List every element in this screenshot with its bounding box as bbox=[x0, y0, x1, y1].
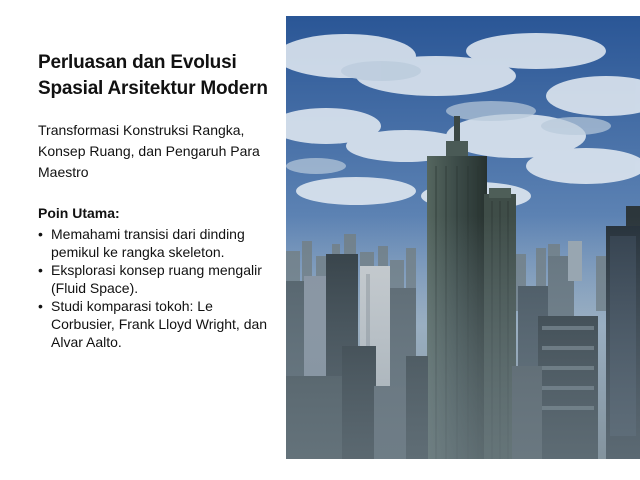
slide-subtitle: Transformasi Konstruksi Rangka, Konsep Ruang, dan Pengaruh Para Maestro bbox=[38, 122, 260, 180]
skyline-illustration bbox=[286, 16, 640, 459]
text-panel bbox=[38, 50, 278, 351]
point-item: • Studi komparasi tokoh: Le Corbusier, Frank Lloyd Wright, dan Alvar Aalto. bbox=[38, 297, 278, 351]
slide-title: Perluasan dan Evolusi Spasial Arsitektur Modern bbox=[38, 52, 268, 99]
city-skyline-photo bbox=[286, 16, 640, 459]
point-item: • Memahami transisi dari dinding pemikul ke rangka skeleton. bbox=[38, 225, 278, 261]
points-heading: Poin Utama: bbox=[38, 205, 120, 221]
points-list bbox=[38, 225, 278, 351]
point-item: • Eksplorasi konsep ruang mengalir (Fluid Space). bbox=[38, 261, 278, 297]
